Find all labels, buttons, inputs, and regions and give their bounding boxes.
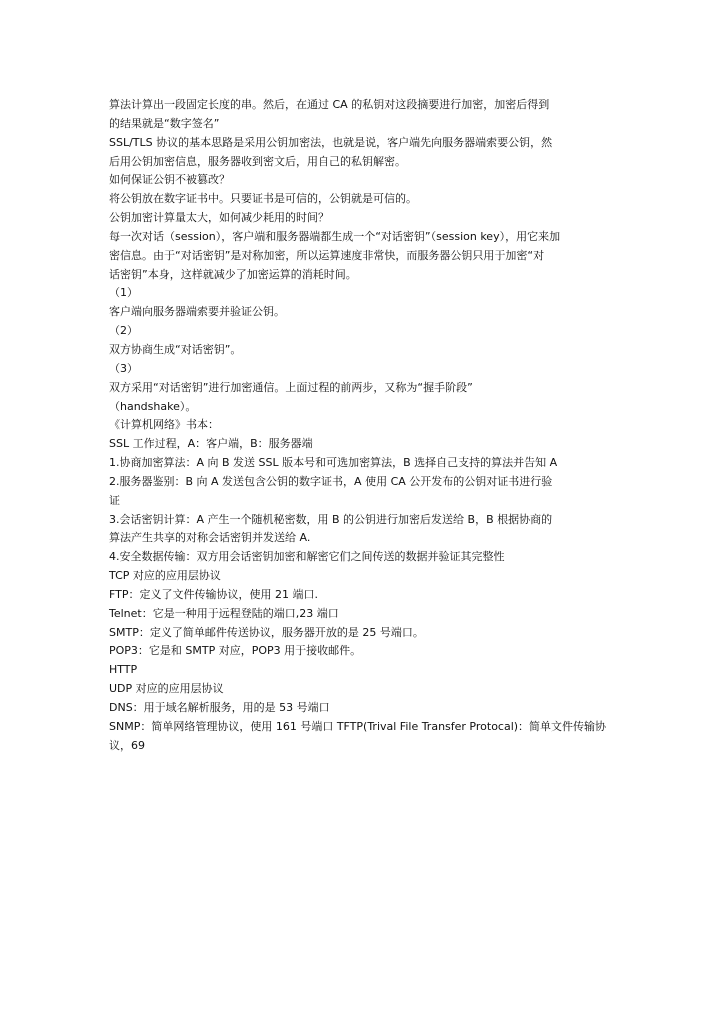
text-line: SSL/TLS 协议的基本思路是采用公钥加密法，也就是说，客户端先向服务器端索要公钥，然 [109,135,553,149]
text-line: 如何保证公钥不被篡改？ [109,173,230,187]
text-line: FTP：定义了文件传输协议，使用 21 端口. [109,587,318,601]
text-line: UDP 对应的应用层协议 [109,682,224,696]
text-line: 话密钥”本身，这样就减少了加密运算的消耗时间。 [109,267,357,281]
text-line: 3.会话密钥计算：A 产生一个随机秘密数，用 B 的公钥进行加密后发送给 B，B 根据协商的 [109,512,553,526]
text-line: Telnet：它是一种用于远程登陆的端口,23 端口 [109,606,339,620]
text-line: 客户端向服务器端索要并验证公钥。 [109,305,285,319]
text-line: 后用公钥加密信息，服务器收到密文后，用自己的私钥解密。 [109,154,406,168]
text-line: 2.服务器鉴别：B 向 A 发送包含公钥的数字证书，A 使用 CA 公开发布的公钥对证书进行验 [109,474,553,488]
text-line: 证 [109,493,120,507]
text-line: 双方协商生成“对话密钥”。 [109,342,242,356]
text-line: 双方采用“对话密钥”进行加密通信。上面过程的前两步，又称为“握手阶段” [109,380,473,394]
document-body [109,96,609,756]
text-line: HTTP [109,663,138,677]
text-line: （1） [109,286,138,300]
text-line: SMTP：定义了简单邮件传送协议，服务器开放的是 25 号端口。 [109,625,424,639]
text-line: （2） [109,324,138,338]
text-line: 公钥加密计算量太大，如何减少耗用的时间？ [109,211,329,225]
text-line: SNMP：简单网络管理协议，使用 161 号端口 TFTP(Trival File Transfer Protocal)：简单文件传输协 [109,719,607,733]
text-line: 1.协商加密算法：A 向 B 发送 SSL 版本号和可选加密算法，B 选择自己支持的算法并告知 A [109,456,558,470]
text-line: 4.安全数据传输：双方用会话密钥加密和解密它们之间传送的数据并验证其完整性 [109,550,505,564]
text-line: 每一次对话（session），客户端和服务器端都生成一个“对话密钥”（session key），用它来加 [109,229,561,243]
text-line: 算法计算出一段固定长度的串。然后，在通过 CA 的私钥对这段摘要进行加密，加密后得到 [109,98,550,111]
text-line: POP3：它是和 SMTP 对应，POP3 用于接收邮件。 [109,644,362,658]
text-line: SSL 工作过程，A：客户端，B：服务器端 [109,437,313,451]
text-line: 算法产生共享的对称会话密钥并发送给 A. [109,531,311,545]
text-line: 议，69 [109,738,145,752]
text-line: 密信息。由于“对话密钥”是对称加密，所以运算速度非常快，而服务器公钥只用于加密“对 [109,248,545,262]
text-line: （handshake）。 [109,399,197,413]
text-line: 将公钥放在数字证书中。只要证书是可信的，公钥就是可信的。 [109,192,417,206]
text-line: （3） [109,361,138,375]
text-line: DNS：用于域名解析服务，用的是 53 号端口 [109,701,330,714]
text-line: 《计算机网络》书本： [109,418,219,432]
text-line: 的结果就是“数字签名” [109,116,220,130]
text-line: TCP 对应的应用层协议 [109,569,221,583]
